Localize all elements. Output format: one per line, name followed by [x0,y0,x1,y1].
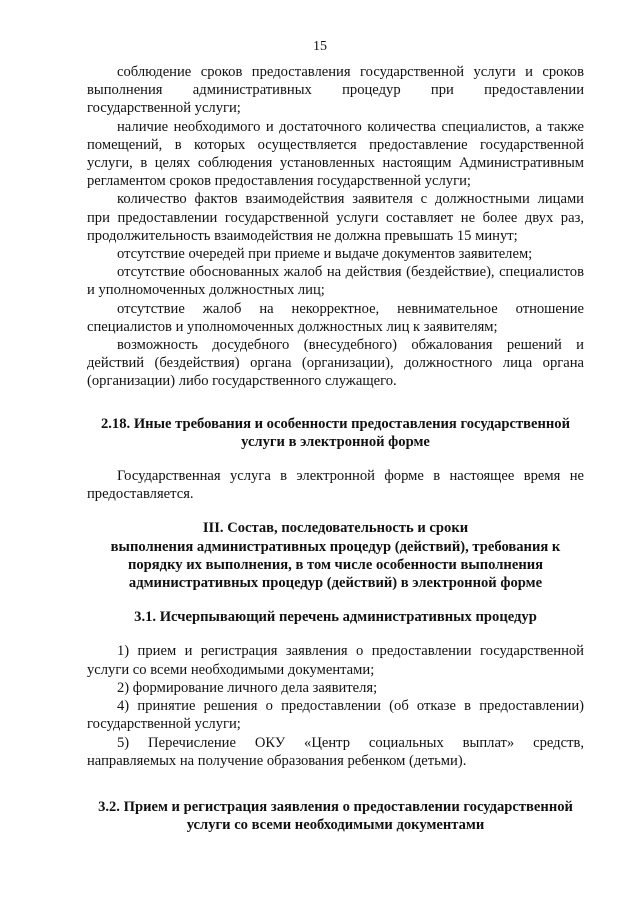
criteria-item-1: соблюдение сроков предоставления государственной услуги и сроков выполнения административных процедур при предоставлении государственной услуги; [87,64,584,117]
spacer [87,592,584,608]
procedure-item-4: 5) Перечисление ОКУ «Центр социальных выплат» средств, направляемых на получение образования ребенком (детьми). [87,734,584,769]
page-content [87,63,584,834]
section-3-heading-line1: III. Состав, последовательность и сроки [202,520,469,537]
spacer [87,626,584,642]
section-3-1-heading: 3.1. Исчерпывающий перечень административных процедур [134,609,537,626]
procedure-item-3: 4) принятие решения о предоставлении (об отказе в предоставлении) государственной услуги; [87,698,584,733]
procedure-item-1: 1) прием и регистрация заявления о предоставлении государственной услуги со всеми необходимыми документами; [87,643,584,678]
spacer [87,770,584,798]
section-3-2-heading: 3.2. Прием и регистрация заявления о предоставлении государственной услуги со всеми необходимыми документами [98,798,573,834]
spacer [87,391,584,415]
criteria-item-5: отсутствие обоснованных жалоб на действия (бездействие), специалистов и уполномоченных должностных лиц; [87,264,584,299]
criteria-item-7: возможность досудебного (внесудебного) обжалования решений и действий (бездействия) органа (организации), должностного лица органа (организации) либо государственного служащего. [87,337,584,390]
spacer [87,451,584,467]
criteria-item-2: наличие необходимого и достаточного количества специалистов, а также помещений, в которых осуществляется предоставление государственной услуги, в целях соблюдения установленных настоящим Административным регламентом сроков предоставления государственной услуги; [87,118,584,190]
criteria-item-3: количество фактов взаимодействия заявителя с должностными лицами при предоставлении государственной услуги составляет не более двух раз, продолжительность взаимодействия не должна превышать 15 минут; [87,191,584,244]
section-2-18-heading: 2.18. Иные требования и особенности предоставления государственной услуги в электронной форме [100,415,571,450]
page-number: 15 [313,39,327,54]
spacer [87,503,584,519]
procedure-item-2: 2) формирование личного дела заявителя; [117,679,378,696]
section-3-heading-line2: выполнения административных процедур (действий), требования к порядку их выполнения, в том числе особенности выполнения административных процедур (действий) в электронной форме [110,538,561,592]
criteria-item-4: отсутствие очередей при приеме и выдаче документов заявителем; [117,246,533,263]
section-2-18-text: Государственная услуга в электронной форме в настоящее время не предоставляется. [87,468,584,503]
criteria-item-6: отсутствие жалоб на некорректное, невнимательное отношение специалистов и уполномоченных должностных лиц к заявителям; [87,300,584,335]
